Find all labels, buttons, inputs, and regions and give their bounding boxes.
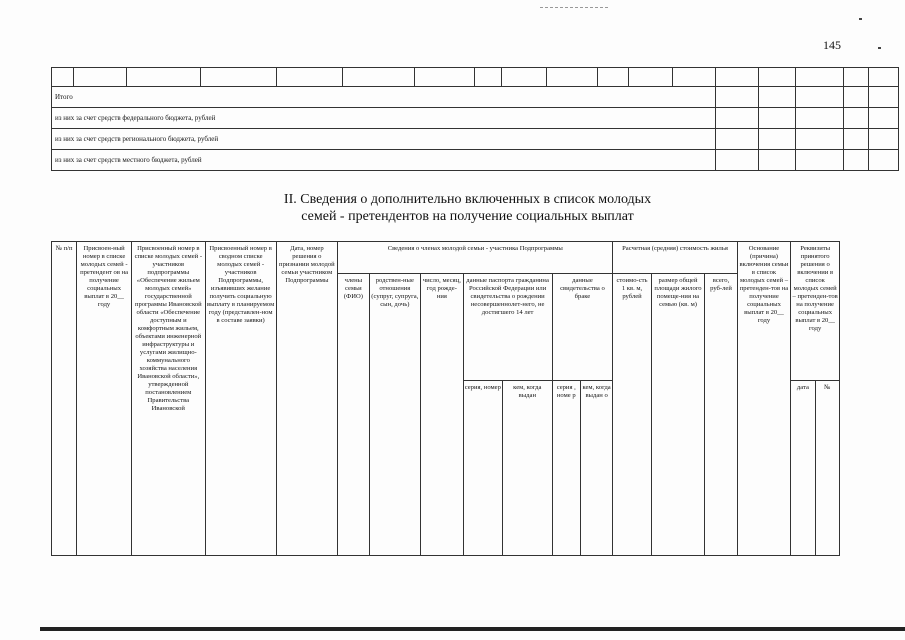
summary-row [52,108,899,129]
summary-row [52,150,899,171]
cost-total-header: всего, руб-лей [705,274,737,556]
summary-row [52,87,899,108]
scan-speck [859,18,862,20]
summary-local-label: из них за счет средств местного бюджета, рублей [52,150,716,171]
scan-bottom-edge [40,627,905,631]
cost-area-header: размер общей площади жилого помеще-ния на семью (кв. м) [651,274,705,556]
sub-birth-header: число, месяц, год рожде-ния [421,274,463,556]
col-program-header: Присвоенный номер в списке молодых семей - участников подпрограммы «Обеспечение жильем молодых семей» государственной программы Ивановской области «Обеспечение доступным и комфортным жильем, объектами инженерной инфраструктуры и услугами жилищно-коммунального хозяйства населения Ивановской области», утвержденной постановлением Правительства Ивановской [131,242,205,556]
section-title-line: II. Сведения о дополнительно включенных в список молодых [283,192,652,207]
group-members-header: Сведения о членах молодой семьи - участника Подпрограммы [338,242,613,274]
additional-families-table [51,241,840,556]
summary-table [51,67,899,171]
group-cost-header: Расчетная (средняя) стоимость жилья [613,242,737,274]
det-num-header: № [815,381,839,556]
summary-federal-label: из них за счет средств федерального бюджета, рублей [52,108,716,129]
table-header-row [52,242,840,274]
sub-members-header: члены семьи (ФИО) [338,274,369,556]
sub-marriage-header: данные свидетельства о браке [552,274,613,381]
summary-total-label: Итого [52,87,716,108]
section-title [200,191,735,225]
col-date-header: Дата, номер решения о признании молодой семьи участником Подпрограммы [276,242,338,556]
col-details-header: Реквизиты принятого решения о включении в список молодых семей – претенден-тов на получение социальных выплат в 20__ году [791,242,840,381]
sub-passport-header: данные паспорта гражданина Российской Федерации или свидетельства о рождении несовершеннолет-него, не достигшего 14 лет [463,274,552,381]
page-number: 145 [823,38,841,52]
summary-row [52,129,899,150]
col-basis-header: Основание (причина) включения семьи в список молодых семей – претенден-тов на получение социальных выплат в 20__ году [737,242,791,556]
marr-issued-header: кем, когда выдан о [580,381,612,556]
col-assigned-header: Присвоен-ный номер в списке молодых семей - претендент ов на получение социальных выплат в 20__ году [77,242,132,556]
summary-blank-row [52,68,899,87]
scan-speck [878,47,881,49]
pass-issued-header: кем, когда выдан [503,381,553,556]
section-title-line: семей - претендентов на получение социальных выплат [301,209,634,224]
scan-dash-line [540,7,608,8]
pass-series-header: серия, номер [463,381,502,556]
summary-regional-label: из них за счет средств регионального бюджета, рублей [52,129,716,150]
sub-relation-header: родствен-ные отношения (супруг, супруга, сын, дочь) [369,274,421,556]
cost-price-header: стоимо-сть 1 кв. м, рублей [613,274,651,556]
col-consolidated-header: Присвоенный номер в сводном списке молодых семей - участников Подпрограммы, изъявивших желание получить социальную выплату в планируемом году (представлен-ном в составе заявки) [205,242,276,556]
marr-series-header: серия , номе р [552,381,580,556]
col-num-header: № п/п [52,242,77,556]
det-date-header: дата [791,381,815,556]
